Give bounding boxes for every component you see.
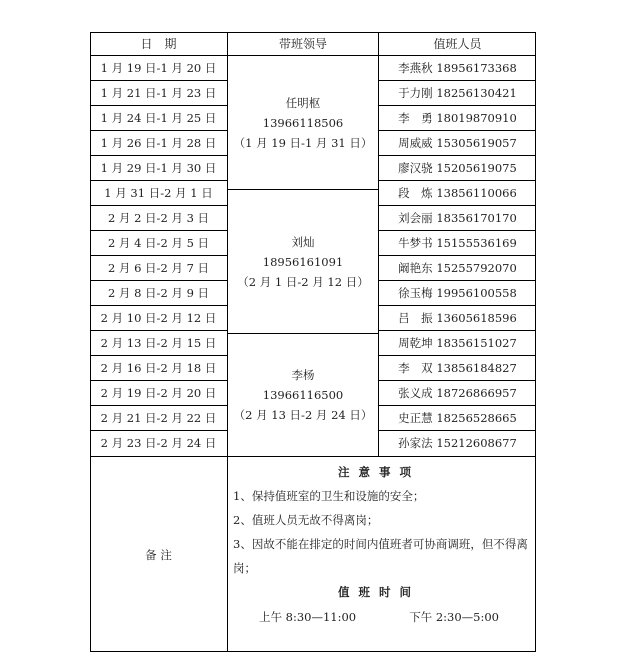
date-cell: 2 月 8 日-2 月 9 日 [107, 286, 210, 300]
date-cell: 1 月 19 日-1 月 20 日 [100, 61, 217, 75]
date-cell: 1 月 26 日-1 月 28 日 [100, 136, 217, 150]
date-cell: 2 月 21 日-2 月 22 日 [100, 411, 217, 425]
staff-cell: 李 双 13856184827 [398, 361, 517, 375]
leader-cell-2 [228, 190, 378, 333]
leader-phone: 13966118506 [262, 115, 344, 130]
staff-cell: 周威威 15305619057 [398, 136, 517, 150]
leader-phone: 13966116500 [262, 388, 344, 402]
staff-cell: 徐玉梅 19956100558 [398, 286, 517, 300]
staff-cell: 李燕秋 18956173368 [398, 61, 517, 75]
leader-cell-3 [228, 334, 378, 456]
date-cell: 2 月 10 日-2 月 12 日 [100, 311, 217, 325]
staff-cell: 刘会丽 18356170170 [398, 211, 517, 225]
date-cell: 2 月 6 日-2 月 7 日 [107, 261, 210, 275]
date-cell: 1 月 29 日-1 月 30 日 [100, 161, 217, 175]
notes-title: 注意事项 [338, 465, 420, 479]
date-cell: 2 月 13 日-2 月 15 日 [100, 336, 217, 350]
leader-cell-1 [228, 56, 378, 189]
leader-period: （2 月 13 日-2 月 24 日） [233, 408, 373, 422]
leader-phone: 18956161091 [262, 254, 344, 269]
staff-cell: 牛梦书 15155536169 [398, 236, 517, 250]
staff-cell: 吕 振 13605618596 [398, 311, 517, 325]
leader-name: 刘灿 [291, 234, 315, 249]
staff-cell: 于力刚 18256130421 [398, 86, 517, 100]
leader-name: 李杨 [291, 368, 315, 382]
hours-title: 值班时间 [338, 585, 420, 599]
date-cell: 2 月 19 日-2 月 20 日 [100, 386, 217, 400]
morning-hours: 上午 8:30—11:00 [259, 610, 357, 624]
leader-period: （1 月 19 日-1 月 31 日） [233, 135, 373, 150]
date-cell: 1 月 24 日-1 月 25 日 [100, 111, 217, 125]
leader-period: （2 月 1 日-2 月 12 日） [237, 274, 369, 289]
note-item: 1、保持值班室的卫生和设施的安全； [233, 489, 425, 503]
remarks-content [229, 460, 529, 630]
header-date: 日 期 [140, 37, 177, 51]
remarks-label: 备 注 [145, 547, 172, 562]
leader-name: 任明枢 [285, 95, 321, 110]
date-cell: 1 月 21 日-1 月 23 日 [100, 86, 217, 100]
date-cell: 1 月 31 日-2 月 1 日 [104, 186, 213, 200]
header-leader: 带班领导 [278, 37, 327, 51]
staff-cell: 阚艳东 15255792070 [398, 261, 517, 275]
header-staff: 值班人员 [433, 37, 482, 51]
date-cell: 2 月 23 日-2 月 24 日 [100, 436, 217, 450]
staff-cell: 张义成 18726866957 [398, 386, 517, 400]
date-cell: 2 月 4 日-2 月 5 日 [107, 236, 210, 250]
staff-cell: 段 炼 13856110066 [398, 186, 517, 200]
staff-cell: 周乾坤 18356151027 [398, 336, 517, 350]
staff-cell: 廖汉骁 15205619075 [398, 161, 517, 175]
staff-cell: 李 勇 18019870910 [398, 111, 517, 125]
staff-cell: 史正慧 18256528665 [398, 411, 517, 425]
date-cell: 2 月 2 日-2 月 3 日 [107, 211, 210, 225]
staff-cell: 孙家法 15212608677 [398, 436, 517, 450]
date-cell: 2 月 16 日-2 月 18 日 [100, 361, 217, 375]
note-item: 2、值班人员无故不得离岗； [233, 513, 379, 527]
note-item: 3、因故不能在排定的时间内值班者可协商调班，但不得离岗； [233, 537, 528, 575]
afternoon-hours: 下午 2:30—5:00 [409, 610, 499, 624]
